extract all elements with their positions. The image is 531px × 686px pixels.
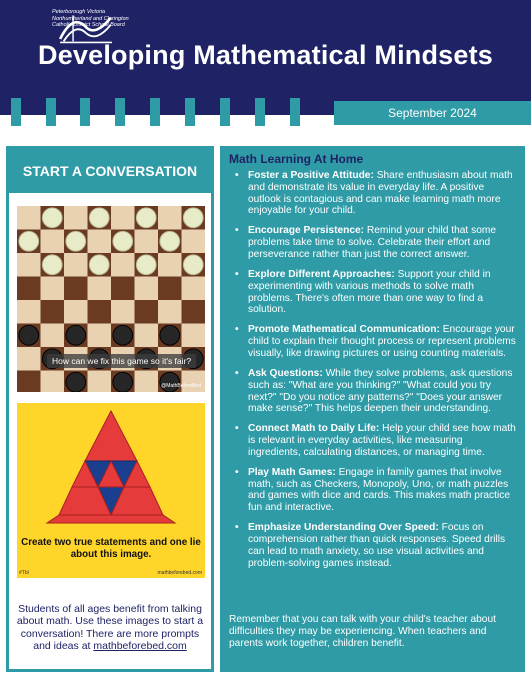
tip-text: Help your child see how math is relevant in everyday activities, like measuring ingredients, calculating distances, or managing time. (248, 423, 516, 458)
tip-title: Promote Mathematical Communication: (248, 324, 440, 336)
board-square (182, 230, 206, 254)
board-square (111, 253, 135, 277)
tip-text: Focus on comprehension rather than quick responses. Speed drills can lead to math anxiety, so use visual activities and problem-solving games instead. (248, 522, 506, 569)
board-square (17, 300, 41, 324)
board-square (17, 371, 41, 393)
image-prompt: Create two true statements and one lie about this image. (21, 537, 201, 560)
board-square (88, 371, 112, 393)
board-square (64, 253, 88, 277)
tip-text: Engage in family games that involve math, such as Checkers, Monopoly, Uno, or math puzzles and games with dice and cards. This makes math practice fun and interactive. (248, 466, 510, 514)
checker-piece (19, 231, 39, 251)
date-badge: September 2024 (334, 101, 531, 125)
tip-title: Ask Questions: (248, 367, 323, 379)
note-text: Students of all ages benefit from talking about math. Use these images to start a conversation! There are more prompts and ideas at (16, 603, 204, 652)
board-square (135, 300, 159, 324)
tip-title: Encourage Persistence: (248, 225, 365, 237)
board-square (88, 324, 112, 348)
board-square (111, 300, 135, 324)
board-square (135, 277, 159, 301)
org-name (52, 9, 162, 29)
list-item: • Foster a Positive Attitude: Share enthusiasm about math and demonstrate its value in everyday life. A positive outlook is contagious and can make learning math more enjoyable for your child. (235, 170, 513, 217)
conversation-panel (6, 146, 214, 672)
tips-list (228, 170, 518, 578)
tip-text: Encourage your child to explain their thought process or represent problems visually, like drawing pictures or using counting materials. (248, 324, 516, 359)
list-item: • Connect Math to Daily Life: Help your child see how math is relevant in everyday activities, like measuring ingredients, calculating distances, or managing time. (235, 423, 516, 458)
board-square (88, 277, 112, 301)
checker-piece (42, 255, 62, 275)
checker-piece (160, 325, 180, 345)
board-square (135, 230, 159, 254)
board-square (182, 300, 206, 324)
board-square (17, 206, 41, 230)
tick-mark (46, 98, 56, 126)
triangle-image (17, 403, 205, 578)
checker-piece (113, 231, 133, 251)
checkers-image (17, 206, 205, 392)
image-mark-right: mathbeforebed.com (157, 570, 202, 576)
board-square (111, 206, 135, 230)
board-square (88, 300, 112, 324)
list-item: • Promote Mathematical Communication: Encourage your child to explain their thought process or represent problems visually, like drawing pictures or using counting materials. (235, 324, 516, 359)
board-square (41, 277, 65, 301)
board-square (135, 324, 159, 348)
board-square (41, 230, 65, 254)
checker-piece (113, 372, 133, 392)
tip-title: Play Math Games: (248, 466, 336, 478)
checker-piece (136, 255, 156, 275)
tick-mark (11, 98, 21, 126)
board-square (88, 230, 112, 254)
conversation-heading: START A CONVERSATION (9, 149, 211, 193)
checker-piece (183, 208, 203, 228)
board-square (64, 300, 88, 324)
tip-text: Remind your child that some problems take time to solve. Celebrate their effort and perseverance rather than just the correct answer. (248, 225, 497, 260)
list-item: • Explore Different Approaches: Support your child in experimenting with various methods to solve math problems. There's often more than one way to find a solution. (235, 268, 491, 316)
checker-piece (89, 208, 109, 228)
tip-title: Emphasize Understanding Over Speed: (248, 522, 439, 534)
page-title: Developing Mathematical Mindsets (38, 40, 493, 70)
tip-title: Connect Math to Daily Life: (248, 423, 380, 435)
checker-piece (160, 231, 180, 251)
tick-mark (80, 98, 90, 126)
image-watermark: @MathBeforeBed (161, 383, 201, 389)
checker-piece (19, 325, 39, 345)
board-square (158, 253, 182, 277)
image-question: How can we fix this game so it's fair? (47, 354, 196, 368)
tip-text: While they solve problems, ask questions such as: "What are you thinking?" "What could you try next?" "Do you notice any patterns?" "Does your answer make sense?" This helps deepen their understanding. (248, 367, 513, 415)
tip-title: Explore Different Approaches: (248, 268, 395, 280)
math-learning-heading: Math Learning At Home (229, 152, 364, 166)
tick-mark (150, 98, 160, 126)
tip-text: Share enthusiasm about math and demonstrate its value in everyday life. A positive outlook is contagious and can make learning math more enjoyable for your child. (248, 170, 513, 217)
board-square (41, 324, 65, 348)
board-square (64, 277, 88, 301)
board-square (158, 206, 182, 230)
board-square (41, 371, 65, 393)
tick-mark (115, 98, 125, 126)
checker-piece (66, 231, 86, 251)
closing-note: Remember that you can talk with your child's teacher about difficulties they may be experiencing. When teachers and parents work together, children benefit. (229, 614, 496, 649)
tip-text: Support your child in experimenting with various methods to solve math problems. There's often more than one way to find a solution. (248, 268, 491, 316)
board-square (64, 206, 88, 230)
board-square (17, 277, 41, 301)
org-line-3: Catholic District School Board (52, 22, 125, 28)
org-line-2: Northumberland and Clarington (52, 15, 129, 22)
board-square (158, 300, 182, 324)
conversation-note (13, 603, 207, 652)
mathbeforebed-link[interactable]: mathbeforebed.com (93, 639, 187, 652)
board-square (182, 324, 206, 348)
math-learning-panel (220, 146, 525, 672)
list-item: • Emphasize Understanding Over Speed: Focus on comprehension rather than quick responses. Speed drills can lead to math anxiety, so use visual activities and problem-solving games instead. (235, 522, 506, 569)
checker-piece (66, 372, 86, 392)
tick-mark (185, 98, 195, 126)
board-square (111, 277, 135, 301)
tick-mark (290, 98, 300, 126)
board-square (17, 253, 41, 277)
org-line-1: Peterborough Victoria (52, 9, 106, 15)
list-item: • Ask Questions: While they solve problems, ask questions such as: "What are you thinking?" "What could you try next?" "Do you notice any patterns?" "Does your answer make sense?" This helps deepen their understanding. (235, 367, 513, 415)
checker-piece (42, 208, 62, 228)
tick-mark (255, 98, 265, 126)
board-square (17, 347, 41, 371)
board-square (182, 277, 206, 301)
list-item: • Encourage Persistence: Remind your child that some problems take time to solve. Celebrate their effort and perseverance rather than just the correct answer. (235, 225, 497, 260)
checker-piece (89, 255, 109, 275)
checker-piece (66, 325, 86, 345)
checker-piece (136, 208, 156, 228)
image-mark-left: #Tbl (19, 570, 29, 576)
list-item: • Play Math Games: Engage in family games that involve math, such as Checkers, Monopoly, Uno, or math puzzles and games with dice and cards. This makes math practice fun and interactive. (235, 466, 510, 514)
triangle-pattern-blocks (17, 403, 205, 533)
tip-title: Foster a Positive Attitude: (248, 170, 374, 181)
tick-mark (220, 98, 230, 126)
board-square (158, 277, 182, 301)
checker-piece (113, 325, 133, 345)
board-square (135, 371, 159, 393)
board-square (41, 300, 65, 324)
checker-piece (183, 255, 203, 275)
